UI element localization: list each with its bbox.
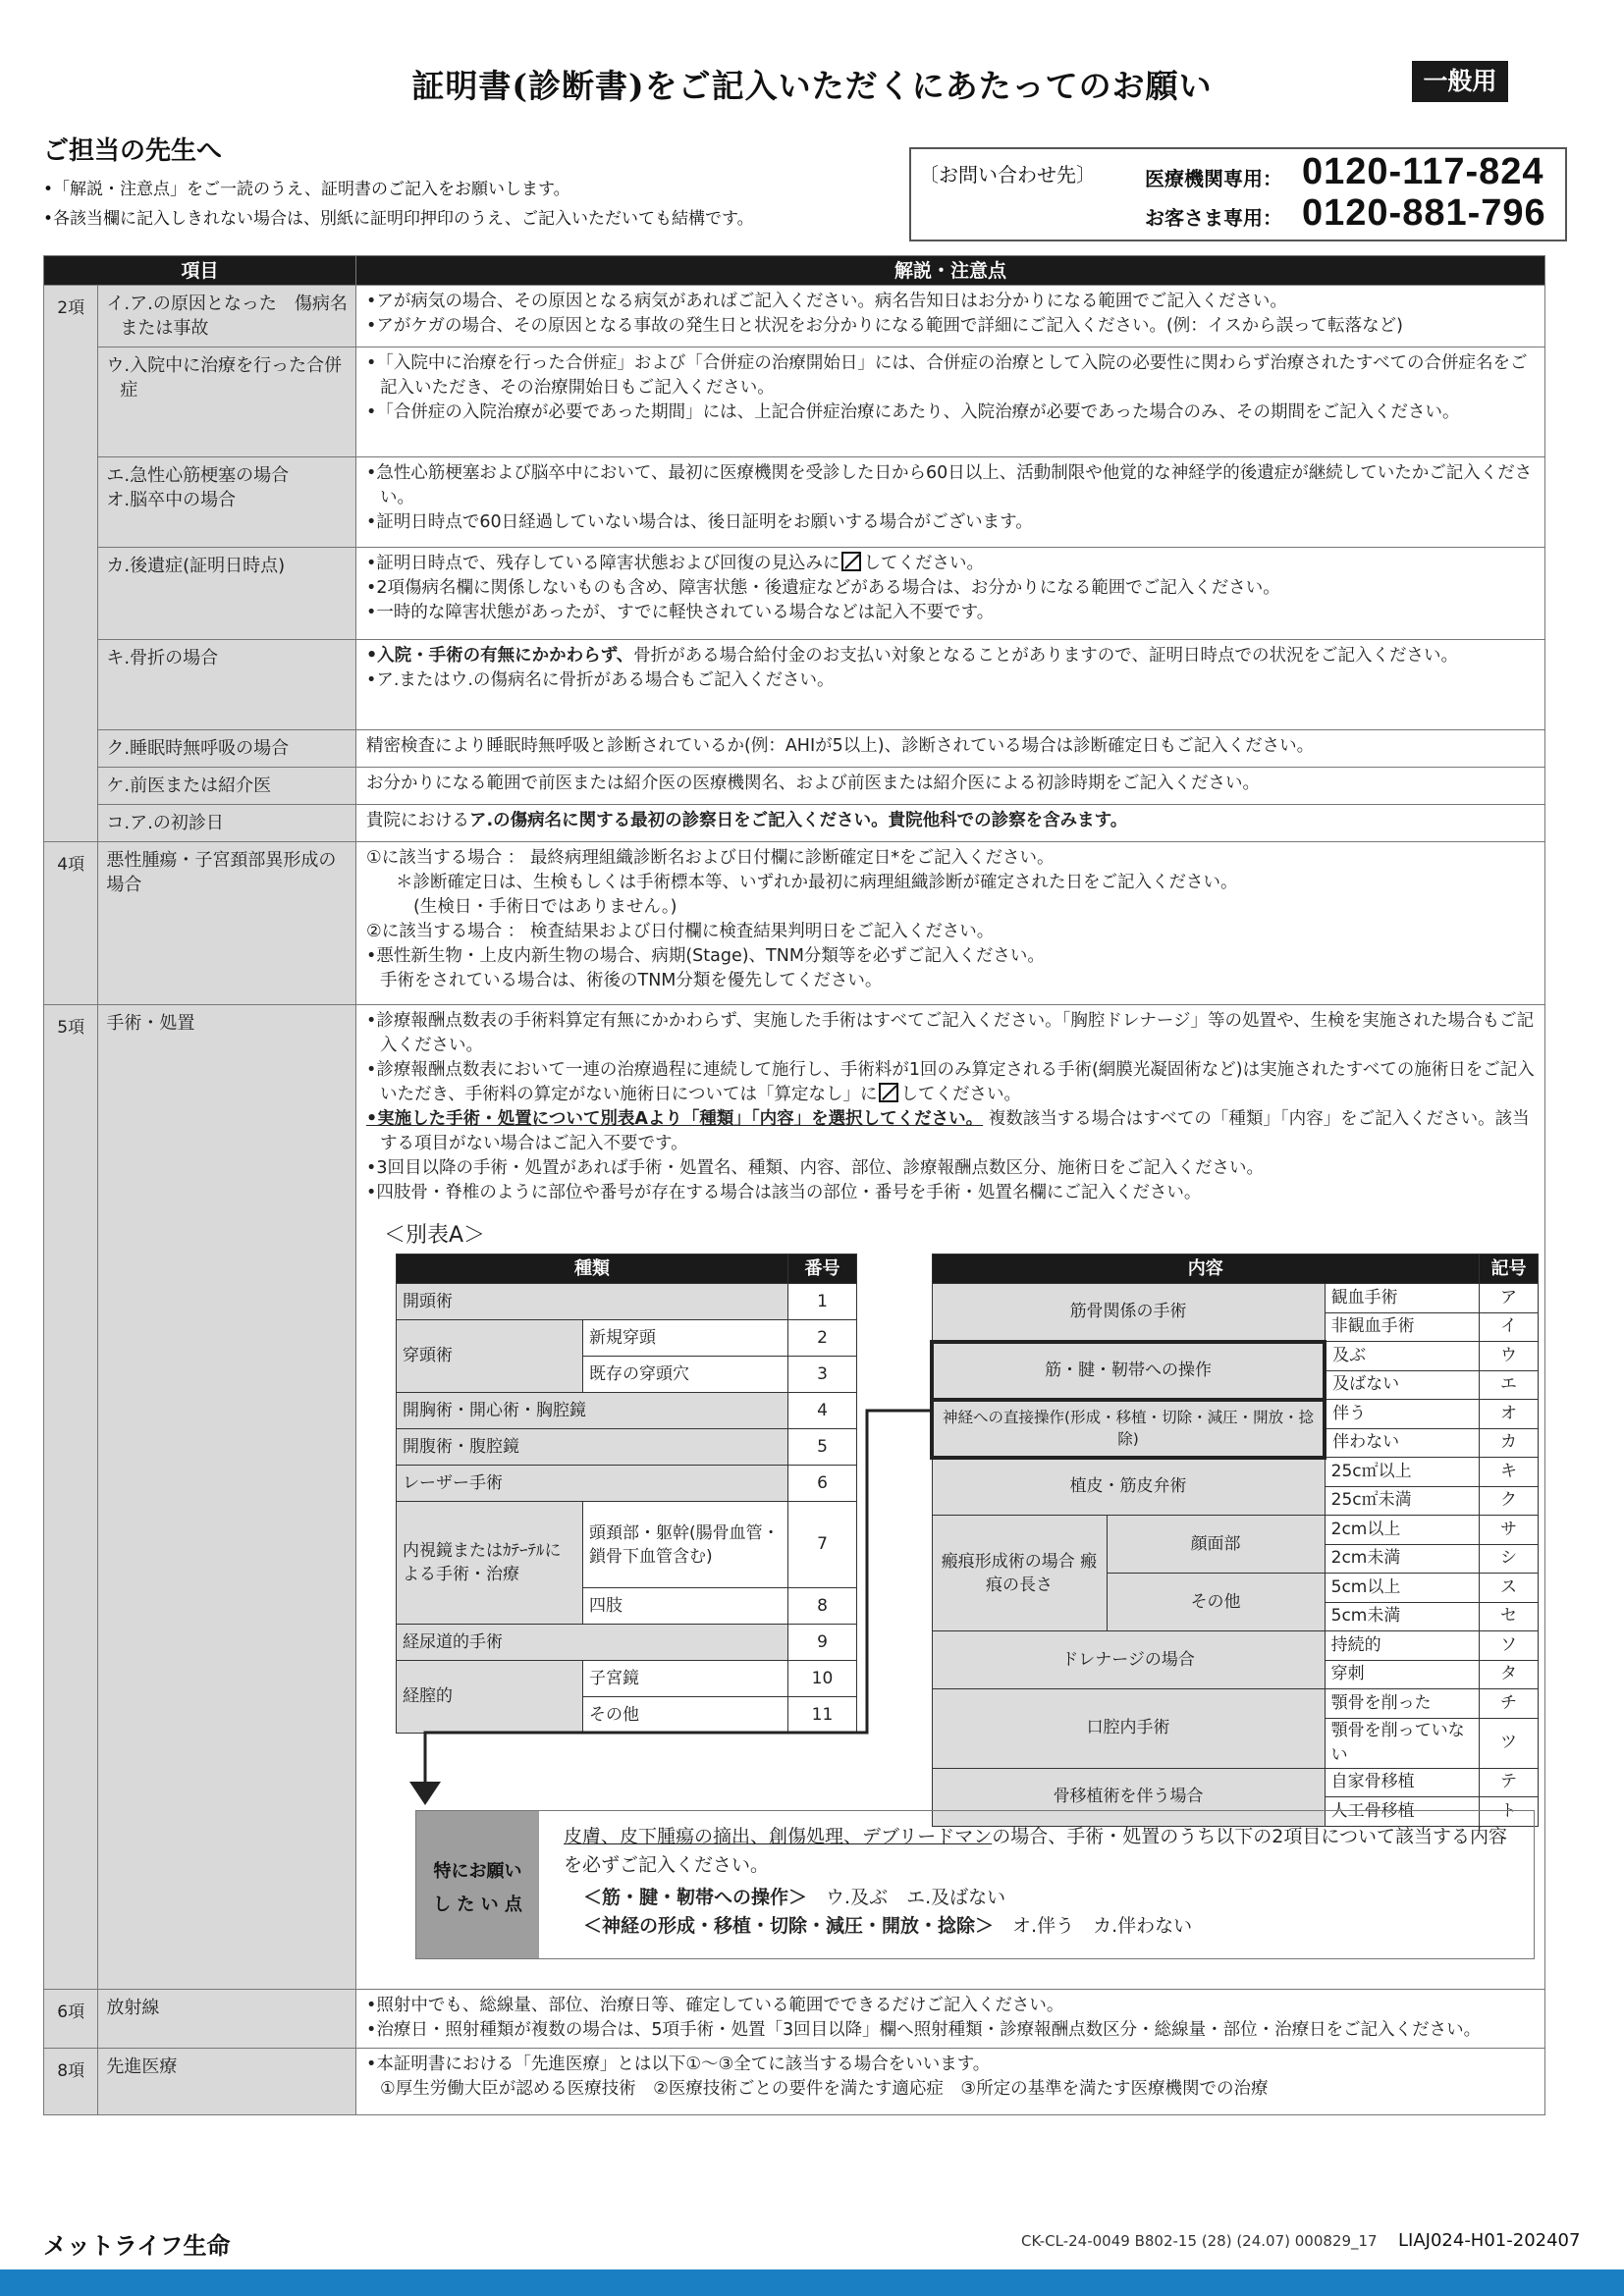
special-request-box: [415, 1810, 1535, 1959]
special-request-label: 特にお願い し た い 点: [416, 1811, 539, 1958]
type-name: 開腹術・腹腔鏡: [397, 1429, 788, 1466]
row-desc: •アが病気の場合、その原因となる病気があればご記入ください。病名告知日はお分かりになる範囲でご記入ください。 •アがケガの場合、その原因となる事故の発生日と状況をお分かりになる範囲で詳細にご記入ください。(例：イスから誤って転落など): [356, 286, 1545, 347]
notes-table: [43, 255, 1545, 2115]
row-desc: •「入院中に治療を行った合併症」および「合併症の治療開始日」には、合併症の治療として入院の必要性に関わらず治療されたすべての合併症名をご記入いただき、その治療開始日もご記入ください。 •「合併症の入院治療が必要であった期間」には、上記合併症治療にあたり、入院治療が必要であった場合のみ、その期間をご記入ください。: [356, 347, 1545, 457]
type-name: 経膣的: [397, 1661, 583, 1734]
type-name: 穿頭術: [397, 1320, 583, 1393]
row-desc: •本証明書における「先進医療」とは以下①〜③全てに該当する場合をいいます。 ①厚生労働大臣が認める医療技術 ②医療技術ごとの要件を満たす適応症 ③所定の基準を満たす医療機関での治療: [356, 2049, 1545, 2115]
content-label: 5cm以上: [1325, 1574, 1479, 1603]
number-header: 番号: [788, 1255, 857, 1284]
type-name: 経尿道的手術: [397, 1625, 788, 1661]
checkbox-icon: [841, 552, 861, 571]
item-label: 悪性腫瘍・子宮頚部異形成の場合: [98, 842, 356, 1005]
type-number: 2: [788, 1320, 857, 1357]
content-symbol: キ: [1480, 1458, 1539, 1487]
contact-box: [909, 147, 1567, 241]
type-number: 9: [788, 1625, 857, 1661]
content-symbol: サ: [1480, 1516, 1539, 1545]
content-subgroup: その他: [1107, 1574, 1325, 1631]
content-label: 自家骨移植: [1325, 1768, 1479, 1797]
type-sub: 新規穿頭: [583, 1320, 788, 1357]
content-label: 穿刺: [1325, 1660, 1479, 1689]
content-label: 5cm未満: [1325, 1602, 1479, 1631]
medical-label: 医療機関専用：: [1145, 167, 1282, 190]
content-symbol: ソ: [1480, 1631, 1539, 1661]
content-symbol: タ: [1480, 1660, 1539, 1689]
row-desc: 精密検査により睡眠時無呼吸と診断されているか(例：AHIが5以上)、診断されている場合は診断確定日もご記入ください。: [356, 730, 1545, 768]
content-label: 及ぶ: [1325, 1342, 1479, 1371]
type-sub: 既存の穿頭穴: [583, 1357, 788, 1393]
customer-phone[interactable]: 0120-881-796: [1302, 192, 1546, 234]
type-name: 内視鏡またはｶﾃｰﾃﾙによる手術・治療: [397, 1502, 583, 1625]
item-label: 先進医療: [98, 2049, 356, 2115]
content-group: 神経への直接操作(形成・移植・切除・減圧・開放・捻除): [932, 1400, 1325, 1458]
item-label: 放射線: [98, 1990, 356, 2049]
checkbox-icon: [879, 1083, 898, 1102]
content-label: 伴わない: [1325, 1428, 1479, 1458]
type-number: 7: [788, 1502, 857, 1588]
row-desc: お分かりになる範囲で前医または紹介医の医療機関名、および前医または紹介医による初診時期をご記入ください。: [356, 768, 1545, 805]
row-desc: •急性心筋梗塞および脳卒中において、最初に医療機関を受診した日から60日以上、活動制限や他覚的な神経学的後遺症が継続していたかご記入ください。 •証明日時点で60日経過していない場合は、後日証明をお願いする場合がございます。: [356, 457, 1545, 548]
content-group: 筋・腱・靭帯への操作: [932, 1342, 1325, 1400]
content-label: 人工骨移植: [1325, 1797, 1479, 1827]
item-label: ク.睡眠時無呼吸の場合: [98, 730, 356, 768]
section-label: 4項: [44, 842, 98, 1005]
type-number: 1: [788, 1284, 857, 1320]
content-label: 顎骨を削っていない: [1325, 1718, 1479, 1768]
type-sub: 頭頚部・躯幹(腸骨血管・鎖骨下血管含む): [583, 1502, 788, 1588]
content-group: 口腔内手術: [932, 1689, 1325, 1769]
type-name: 開胸術・開心術・胸腔鏡: [397, 1393, 788, 1429]
content-label: 観血手術: [1325, 1284, 1479, 1313]
form-code: CK-CL-24-0049 B802-15 (28) (24.07) 000829_17: [1021, 2232, 1378, 2250]
content-label: 顎骨を削った: [1325, 1689, 1479, 1719]
row-desc: •入院・手術の有無にかかわらず、骨折がある場合給付金のお支払い対象となることがありますので、証明日時点での状況をご記入ください。 •ア.またはウ.の傷病名に骨折がある場合もご記入ください。: [356, 640, 1545, 730]
content-symbol: チ: [1480, 1689, 1539, 1719]
content-symbol: シ: [1480, 1544, 1539, 1574]
content-label: 25c㎡以上: [1325, 1458, 1479, 1487]
row-desc: 貴院におけるア.の傷病名に関する最初の診察日をご記入ください。貴院他科での診察を含みます。: [356, 805, 1545, 842]
form-id: LIAJ024-H01-202407: [1398, 2230, 1581, 2251]
content-symbol: ア: [1480, 1284, 1539, 1313]
betsuhyo-label: ＜別表A＞: [384, 1223, 486, 1248]
row-desc: •診療報酬点数表の手術料算定有無にかかわらず、実施した手術はすべてご記入ください。「胸腔ドレナージ」等の処置や、生検を実施された場合もご記入ください。 •診療報酬点数表において一連の治療過程に連続して施行し、手術料が1回のみ算定される手術(網膜光凝固術など)は実施されたすべての施術日をご記入いただき、手術料の算定がない施術日については「算定なし」に してください。 •実施した手術・処置について別表Aより「種類」「内容」を選択してください。 複数該当する場合はすべての「種類」「内容」をご記入ください。該当する項目がない場合はご記入不要です。 •3回目以降の手術・処置があれば手術・処置名、種類、内容、部位、診療報酬点数区分、施術日をご記入ください。 •四肢骨・脊椎のように部位や番号が存在する場合は該当の部位・番号を手術・処置名欄にご記入ください。 ＜別表A＞ 種類 番号 開頭術 1 穿頭術 新規穿頭 2 既存の穿頭穴 3 開胸術・開心術・胸腔鏡 4 開腹術・腹腔鏡 5 レーザー手術 6 内視鏡またはｶﾃｰﾃﾙによる手術・治療 頭頚部・躯幹(腸骨血管・鎖骨下血管含む) 7 四肢 8 経尿道的手術 9 経膣的 子宮鏡 10 その他 11 内容 記号 筋骨関係の手術 観血手術 ア 非観血手術 イ 筋・腱・靭帯への操作 及ぶ ウ 及ばない エ 神経への直接操作(形成・移植・切除・減圧・開放・捻除) 伴う オ 伴わない カ 植皮・筋皮弁術 25c㎡以上 キ 25c㎡未満 ク 瘢痕形成術の場合 瘢痕の長さ 顔面部 2cm以上 サ 2cm未満 シ その他 5cm以上 ス 5cm未満 セ ドレナージの場合 持続的 ソ 穿刺 タ 口腔内手術 顎骨を削った チ 顎骨を削っていない ツ 骨移植術を伴う場合 自家骨移植 テ 人工骨移植 ト 特にお願い し た い 点 皮膚、皮下腫瘍の摘出、創傷処理、デブリードマンの場合、手術・処置のうち以下の2項目について該当する内容を必ずご記入ください。 ＜筋・腱・靭帯への操作＞ ウ.及ぶ エ.及ばない ＜神経の形成・移植・切除・減圧・開放・捻除＞ オ.伴う カ.伴わない: [356, 1005, 1545, 1990]
type-number: 10: [788, 1661, 857, 1697]
row-desc: ①に該当する場合 ： 最終病理組織診断名および日付欄に診断確定日*をご記入ください。 ＊診断確定日は、生検もしくは手術標本等、いずれか最初に病理組織診断が確定された日をご記入ください。 (生検日・手術日ではありません。) ②に該当する場合 ： 検査結果および日付欄に検査結果判明日をご記入ください。 •悪性新生物・上皮内新生物の場合、病期(Stage)、TNM分類等を必ずご記入ください。 手術をされている場合は、術後のTNM分類を優先してください。: [356, 842, 1545, 1005]
type-sub: 四肢: [583, 1588, 788, 1625]
contents-header: 内容: [932, 1255, 1480, 1284]
header-item: 項目: [44, 256, 356, 286]
item-label: エ.急性心筋梗塞の場合 オ.脳卒中の場合: [98, 457, 356, 548]
content-label: 伴う: [1325, 1400, 1479, 1429]
type-number: 11: [788, 1697, 857, 1734]
content-label: 非観血手術: [1325, 1312, 1479, 1342]
section-label: 2項: [44, 286, 98, 842]
row-desc: •照射中でも、総線量、部位、治療日等、確定している範囲でできるだけご記入ください。 •治療日・照射種類が複数の場合は、5項手術・処置「3回目以降」欄へ照射種類・診療報酬点数区分・総線量・部位・治療日をご記入ください。: [356, 1990, 1545, 2049]
item-label: カ.後遺症(証明日時点): [98, 548, 356, 640]
type-number: 3: [788, 1357, 857, 1393]
to-doctor-heading: ご担当の先生へ: [43, 136, 223, 166]
content-symbol: ス: [1480, 1574, 1539, 1603]
contact-label: 〔お問い合わせ先〕: [919, 163, 1096, 187]
content-subgroup: 顔面部: [1107, 1516, 1325, 1574]
content-label: 2cm未満: [1325, 1544, 1479, 1574]
content-label: 持続的: [1325, 1631, 1479, 1661]
content-group: 植皮・筋皮弁術: [932, 1458, 1325, 1516]
intro-line: •各該当欄に記入しきれない場合は、別紙に証明印押印のうえ、ご記入いただいても結構です。: [43, 209, 754, 229]
content-group: 瘢痕形成術の場合 瘢痕の長さ: [932, 1516, 1107, 1631]
type-number: 6: [788, 1466, 857, 1502]
item-label: キ.骨折の場合: [98, 640, 356, 730]
medical-phone[interactable]: 0120-117-824: [1302, 151, 1544, 192]
content-group: 骨移植術を伴う場合: [932, 1768, 1325, 1826]
type-name: 開頭術: [397, 1284, 788, 1320]
type-number: 8: [788, 1588, 857, 1625]
row-desc: •証明日時点で、残存している障害状態および回復の見込みに してください。 •2項傷病名欄に関係しないものも含め、障害状態・後遺症などがある場合は、お分かりになる範囲でご記入ください。 •一時的な障害状態があったが、すでに軽快されている場合などは記入不要です。: [356, 548, 1545, 640]
connector-arrow-icon: [366, 1254, 1564, 1818]
type-number: 5: [788, 1429, 857, 1466]
symbol-header: 記号: [1480, 1255, 1539, 1284]
content-symbol: ツ: [1480, 1718, 1539, 1768]
customer-label: お客さま専用：: [1145, 206, 1282, 230]
content-symbol: セ: [1480, 1602, 1539, 1631]
special-request-text: 皮膚、皮下腫瘍の摘出、創傷処理、デブリードマンの場合、手術・処置のうち以下の2項目について該当する内容を必ずご記入ください。 ＜筋・腱・靭帯への操作＞ ウ.及ぶ エ.及ばない ＜神経の形成・移植・切除・減圧・開放・捻除＞ オ.伴う カ.伴わない: [564, 1826, 1507, 1937]
content-symbol: エ: [1480, 1370, 1539, 1400]
item-label: ケ.前医または紹介医: [98, 768, 356, 805]
content-symbol: ト: [1480, 1797, 1539, 1827]
content-label: 及ばない: [1325, 1370, 1479, 1400]
content-label: 25c㎡未満: [1325, 1486, 1479, 1516]
item-label: イ.ア.の原因となった 傷病名または事故: [98, 286, 356, 347]
type-sub: その他: [583, 1697, 788, 1734]
content-group: 筋骨関係の手術: [932, 1284, 1325, 1342]
page-title: 証明書(診断書)をご記入いただくにあたってのお願い: [411, 67, 1213, 105]
content-group: ドレナージの場合: [932, 1631, 1325, 1689]
section-label: 8項: [44, 2049, 98, 2115]
footer-bar: [0, 2269, 1624, 2296]
type-number: 4: [788, 1393, 857, 1429]
type-name: レーザー手術: [397, 1466, 788, 1502]
general-badge: 一般用: [1412, 61, 1508, 102]
company-logo: メットライフ生命: [43, 2232, 231, 2260]
item-label: ウ.入院中に治療を行った合併症: [98, 347, 356, 457]
section-label: 6項: [44, 1990, 98, 2049]
content-symbol: ウ: [1480, 1342, 1539, 1371]
item-label: コ.ア.の初診日: [98, 805, 356, 842]
content-symbol: テ: [1480, 1768, 1539, 1797]
item-label: 手術・処置: [98, 1005, 356, 1990]
content-symbol: イ: [1480, 1312, 1539, 1342]
content-symbol: カ: [1480, 1428, 1539, 1458]
header-desc: 解説・注意点: [356, 256, 1545, 286]
type-sub: 子宮鏡: [583, 1661, 788, 1697]
intro-line: •「解説・注意点」をご一読のうえ、証明書のご記入をお願いします。: [43, 180, 570, 199]
types-header: 種類: [397, 1255, 788, 1284]
content-symbol: オ: [1480, 1400, 1539, 1429]
content-label: 2cm以上: [1325, 1516, 1479, 1545]
content-symbol: ク: [1480, 1486, 1539, 1516]
section-label: 5項: [44, 1005, 98, 1990]
